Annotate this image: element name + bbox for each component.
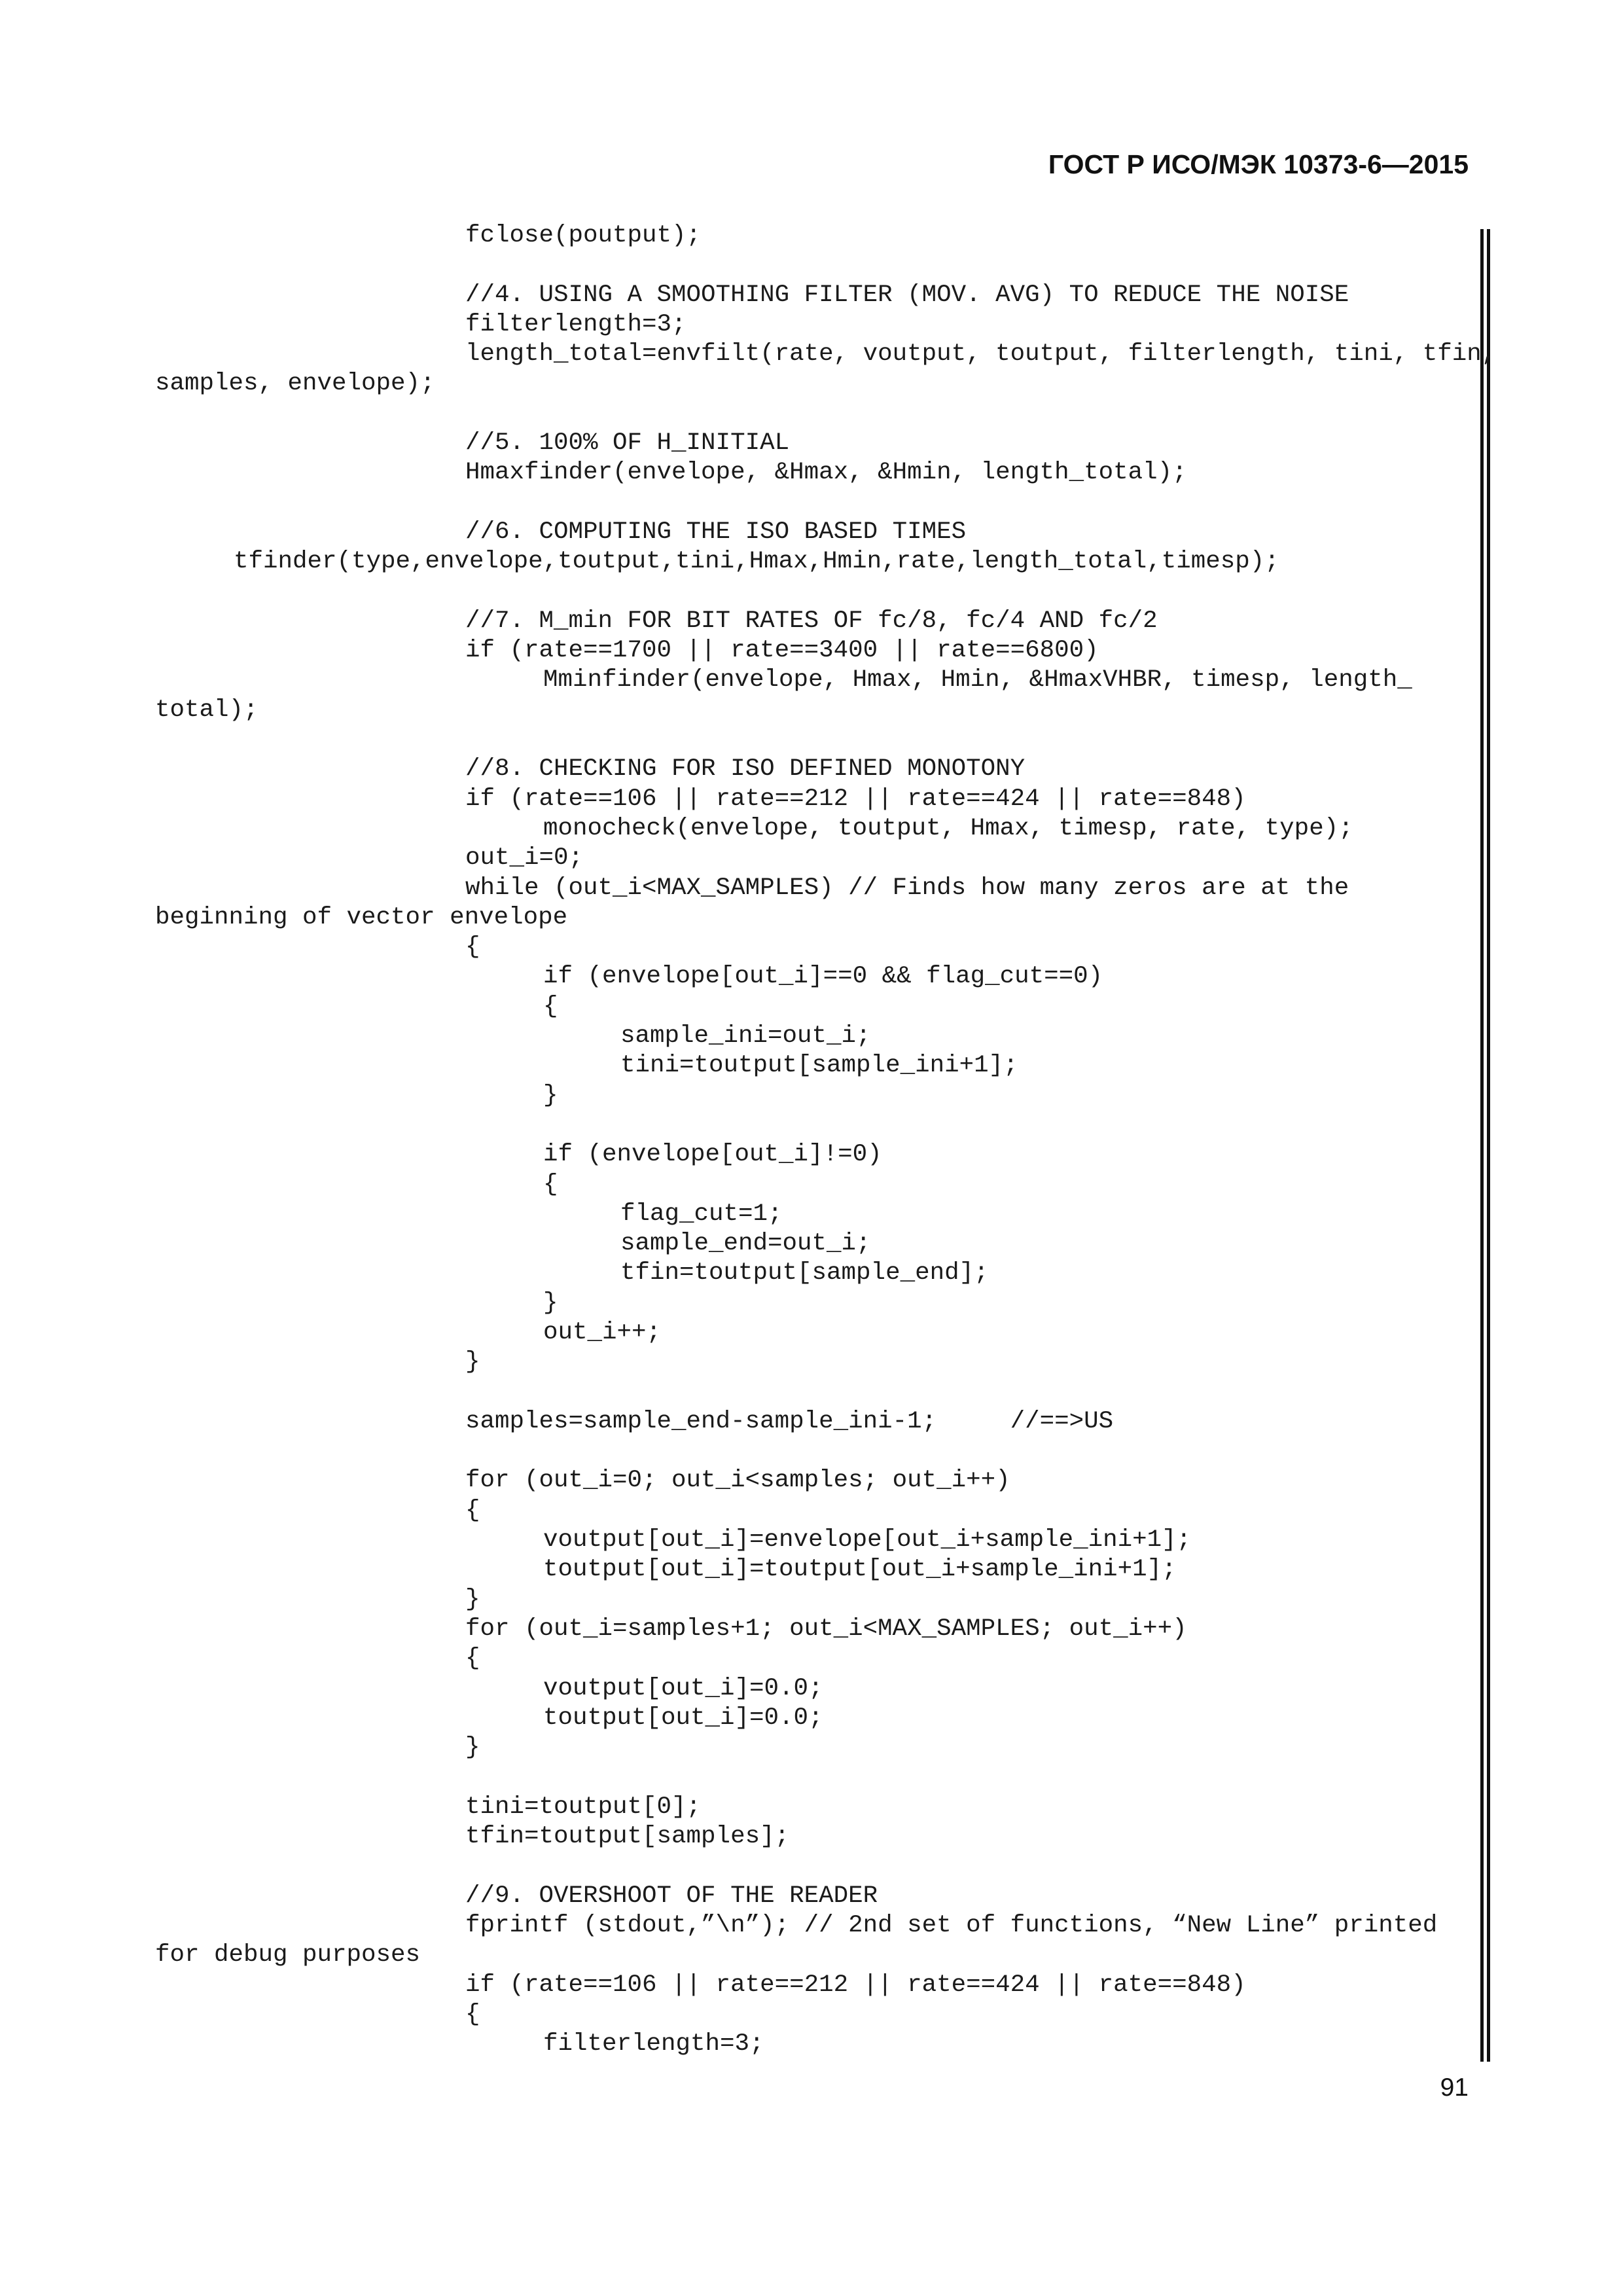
blank-line (0, 1763, 1459, 1792)
code-line: //6. COMPUTING THE ISO BASED TIMES (465, 518, 967, 546)
blank-line (0, 399, 1459, 429)
code-line: samples=sample_end-sample_ini-1; //==>US (465, 1407, 1114, 1435)
code-line: //8. CHECKING FOR ISO DEFINED MONOTONY (465, 755, 1026, 783)
blank-line (0, 488, 1459, 518)
code-line: { (543, 992, 558, 1020)
code-line: filterlength=3; (543, 2030, 764, 2058)
code-line: } (465, 1585, 480, 1613)
code-line: while (out_i<MAX_SAMPLES) // Finds how many zeros are at the (465, 874, 1349, 902)
code-line: //7. M_min FOR BIT RATES OF fc/8, fc/4 AND fc/2 (465, 607, 1158, 635)
code-line: flag_cut=1; (620, 1200, 783, 1228)
code-line: for (out_i=samples+1; out_i<MAX_SAMPLES; out_i++) (465, 1615, 1187, 1643)
code-line: tfin=toutput[samples]; (465, 1823, 790, 1851)
document-header-standard-id: ГОСТ Р ИСО/МЭК 10373-6—2015 (1048, 149, 1469, 179)
code-line: toutput[out_i]=0.0; (543, 1704, 823, 1732)
code-line: monocheck(envelope, toutput, Hmax, timesp, rate, type); (543, 814, 1353, 842)
code-line: sample_ini=out_i; (620, 1022, 871, 1050)
page-number: 91 (1440, 2073, 1469, 2102)
code-line: fprintf (stdout,”\n”); // 2nd set of functions, “New Line” printed (465, 1911, 1438, 1939)
code-line: Mminfinder(envelope, Hmax, Hmin, &HmaxVHBR, timesp, length_ (543, 666, 1412, 694)
code-line: { (465, 1645, 480, 1673)
code-line: //5. 100% OF H_INITIAL (465, 429, 790, 457)
code-line: Hmaxfinder(envelope, &Hmax, &Hmin, length_total); (465, 459, 1187, 487)
code-line: } (465, 1734, 480, 1762)
code-line: { (465, 1496, 480, 1524)
code-line: tfin=toutput[sample_end]; (620, 1259, 989, 1287)
code-line: voutput[out_i]=0.0; (543, 1674, 823, 1702)
code-line: if (envelope[out_i]!=0) (543, 1141, 882, 1169)
blank-line (0, 725, 1459, 755)
change-bar-left (1480, 229, 1484, 2062)
code-line: for (out_i=0; out_i<samples; out_i++) (465, 1467, 1010, 1495)
code-line: voutput[out_i]=envelope[out_i+sample_ini+1]; (543, 1526, 1192, 1554)
code-line: { (465, 933, 480, 961)
blank-line (0, 1852, 1459, 1881)
code-line: } (543, 1289, 558, 1317)
code-line: length_total=envfilt(rate, voutput, toutput, filterlength, tini, tfin, (465, 340, 1497, 368)
code-line: if (rate==106 || rate==212 || rate==424 || rate==848) (465, 785, 1246, 813)
change-bar-right (1487, 229, 1490, 2062)
code-line: //9. OVERSHOOT OF THE READER (465, 1882, 878, 1910)
code-listing (0, 221, 1497, 2059)
blank-line (0, 1437, 1459, 1466)
code-line: tini=toutput[sample_ini+1]; (620, 1052, 1018, 1080)
blank-line (0, 1378, 1459, 1407)
code-line: if (envelope[out_i]==0 && flag_cut==0) (543, 963, 1103, 991)
code-line: out_i=0; (465, 844, 584, 872)
blank-line (0, 1111, 1459, 1140)
code-line: { (543, 1170, 558, 1198)
code-line: total); (155, 696, 259, 724)
code-line: samples, envelope); (155, 370, 435, 398)
code-line: filterlength=3; (465, 310, 687, 338)
code-line: //4. USING A SMOOTHING FILTER (MOV. AVG) TO REDUCE THE NOISE (465, 281, 1349, 309)
blank-line (0, 577, 1459, 607)
code-line: } (543, 1081, 558, 1109)
code-line: { (465, 2000, 480, 2028)
code-line: beginning of vector envelope (155, 903, 568, 931)
code-line: out_i++; (543, 1318, 662, 1346)
code-line: for debug purposes (155, 1941, 421, 1969)
code-line: fclose(poutput); (465, 222, 702, 249)
code-line: tini=toutput[0]; (465, 1793, 702, 1821)
code-line: toutput[out_i]=toutput[out_i+sample_ini+1]; (543, 1556, 1177, 1584)
code-line: tfinder(type,envelope,toutput,tini,Hmax,Hmin,rate,length_total,timesp); (234, 548, 1279, 576)
code-line: if (rate==1700 || rate==3400 || rate==6800) (465, 637, 1099, 665)
blank-line (0, 251, 1459, 280)
code-line: if (rate==106 || rate==212 || rate==424 || rate==848) (465, 1971, 1246, 1999)
code-line: sample_end=out_i; (620, 1230, 871, 1258)
code-line: } (465, 1348, 480, 1376)
